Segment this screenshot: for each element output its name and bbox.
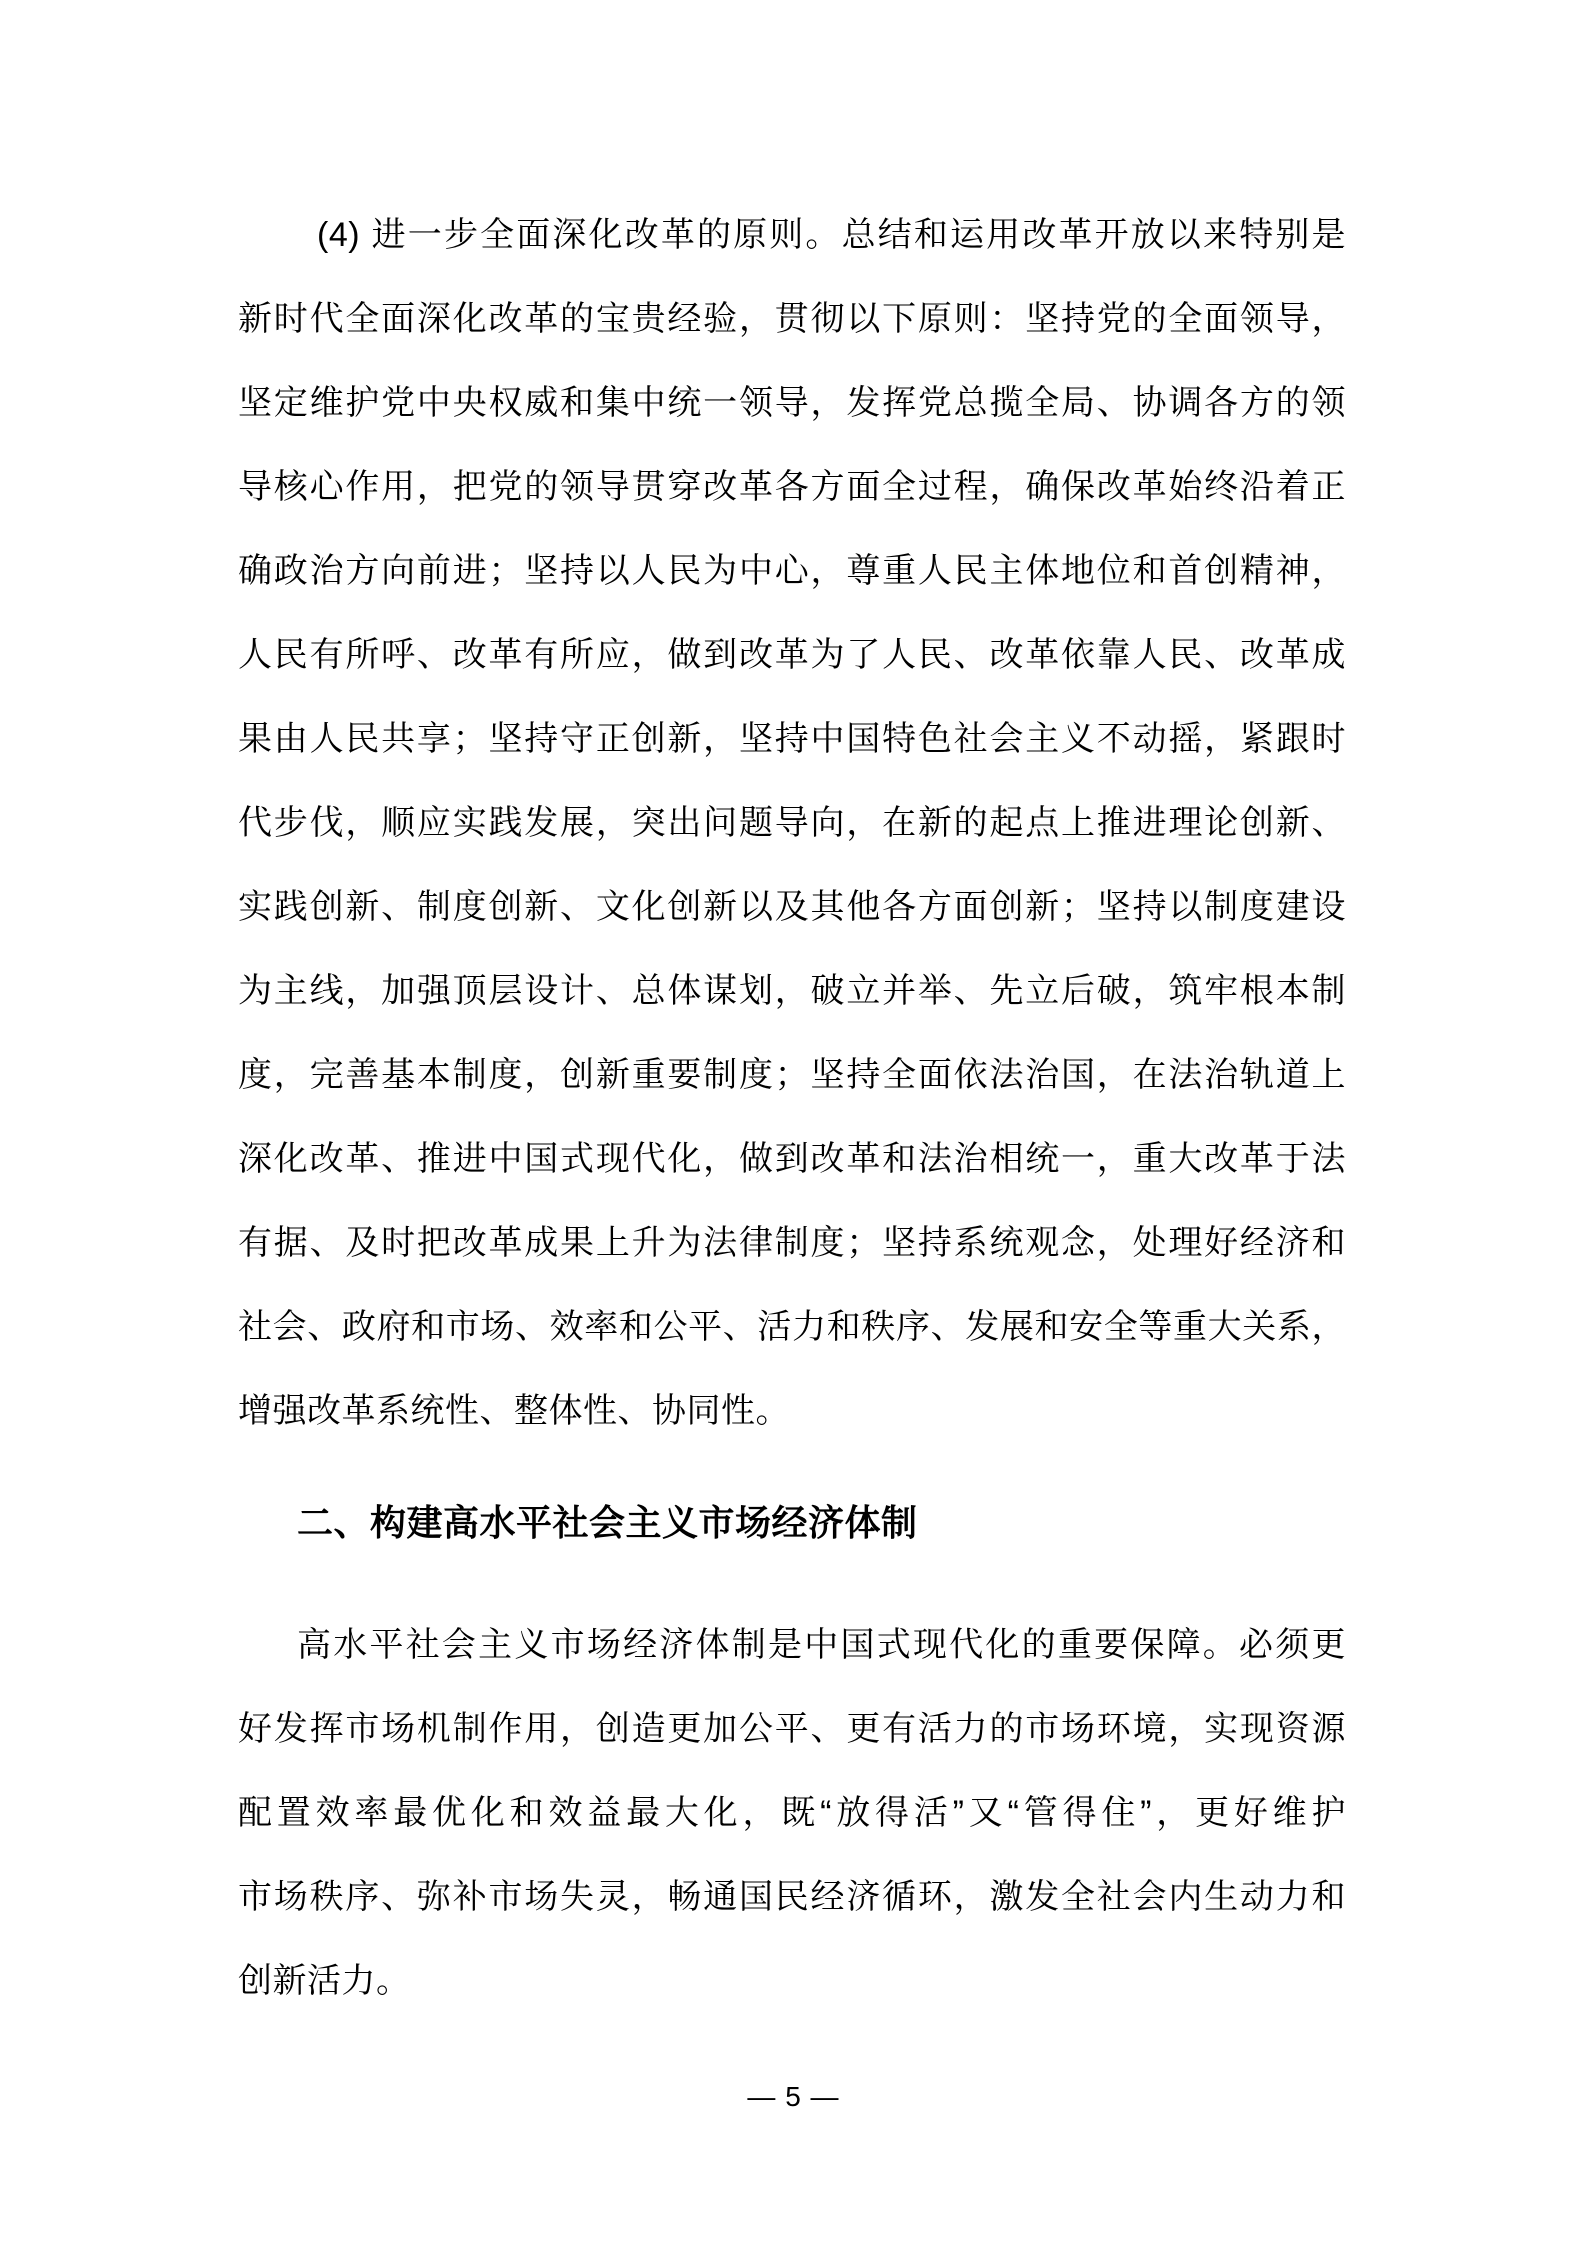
text-line: 好发挥市场机制作用，创造更加公平、更有活力的市场环境，实现资源 bbox=[238, 1710, 1346, 1748]
text-line: 深化改革、推进中国式现代化，做到改革和法治相统一，重大改革于法 bbox=[238, 1140, 1346, 1178]
text-line: 高水平社会主义市场经济体制是中国式现代化的重要保障。必须更 bbox=[297, 1626, 1346, 1664]
section-heading-market-economy: 二、构建高水平社会主义市场经济体制 bbox=[297, 1502, 918, 1543]
text-line: 导核心作用，把党的领导贯穿改革各方面全过程，确保改革始终沿着正 bbox=[238, 468, 1346, 506]
paragraph-reform-principles bbox=[238, 193, 1346, 1453]
text-line: 坚定维护党中央权威和集中统一领导，发挥党总揽全局、协调各方的领 bbox=[238, 384, 1346, 422]
text-line: 果由人民共享；坚持守正创新，坚持中国特色社会主义不动摇，紧跟时 bbox=[238, 720, 1346, 758]
text-line: 实践创新、制度创新、文化创新以及其他各方面创新；坚持以制度建设 bbox=[238, 888, 1346, 926]
text-line: 新时代全面深化改革的宝贵经验，贯彻以下原则：坚持党的全面领导， bbox=[238, 300, 1346, 338]
text-line: 市场秩序、弥补市场失灵，畅通国民经济循环，激发全社会内生动力和 bbox=[238, 1878, 1346, 1916]
text-line: 配置效率最优化和效益最大化，既“放得活”又“管得住”，更好维护 bbox=[238, 1794, 1346, 1832]
text-line: 增强改革系统性、整体性、协同性。 bbox=[238, 1392, 790, 1430]
paragraph-market-economy bbox=[238, 1603, 1346, 2023]
text-line: (4) 进一步全面深化改革的原则。总结和运用改革开放以来特别是 bbox=[317, 216, 1346, 254]
text-line: 有据、及时把改革成果上升为法律制度；坚持系统观念，处理好经济和 bbox=[238, 1224, 1346, 1262]
text-line: 人民有所呼、改革有所应，做到改革为了人民、改革依靠人民、改革成 bbox=[238, 636, 1346, 674]
text-line: 度，完善基本制度，创新重要制度；坚持全面依法治国，在法治轨道上 bbox=[238, 1056, 1346, 1094]
text-line: 社会、政府和市场、效率和公平、活力和秩序、发展和安全等重大关系， bbox=[238, 1308, 1346, 1346]
page-number: — 5 — bbox=[747, 2081, 840, 2112]
text-line: 为主线，加强顶层设计、总体谋划，破立并举、先立后破，筑牢根本制 bbox=[238, 972, 1346, 1010]
text-line: 创新活力。 bbox=[238, 1962, 411, 2000]
text-line: 代步伐，顺应实践发展，突出问题导向，在新的起点上推进理论创新、 bbox=[238, 804, 1346, 842]
text-line: 确政治方向前进；坚持以人民为中心，尊重人民主体地位和首创精神， bbox=[238, 552, 1346, 590]
document-body bbox=[238, 193, 1346, 2023]
